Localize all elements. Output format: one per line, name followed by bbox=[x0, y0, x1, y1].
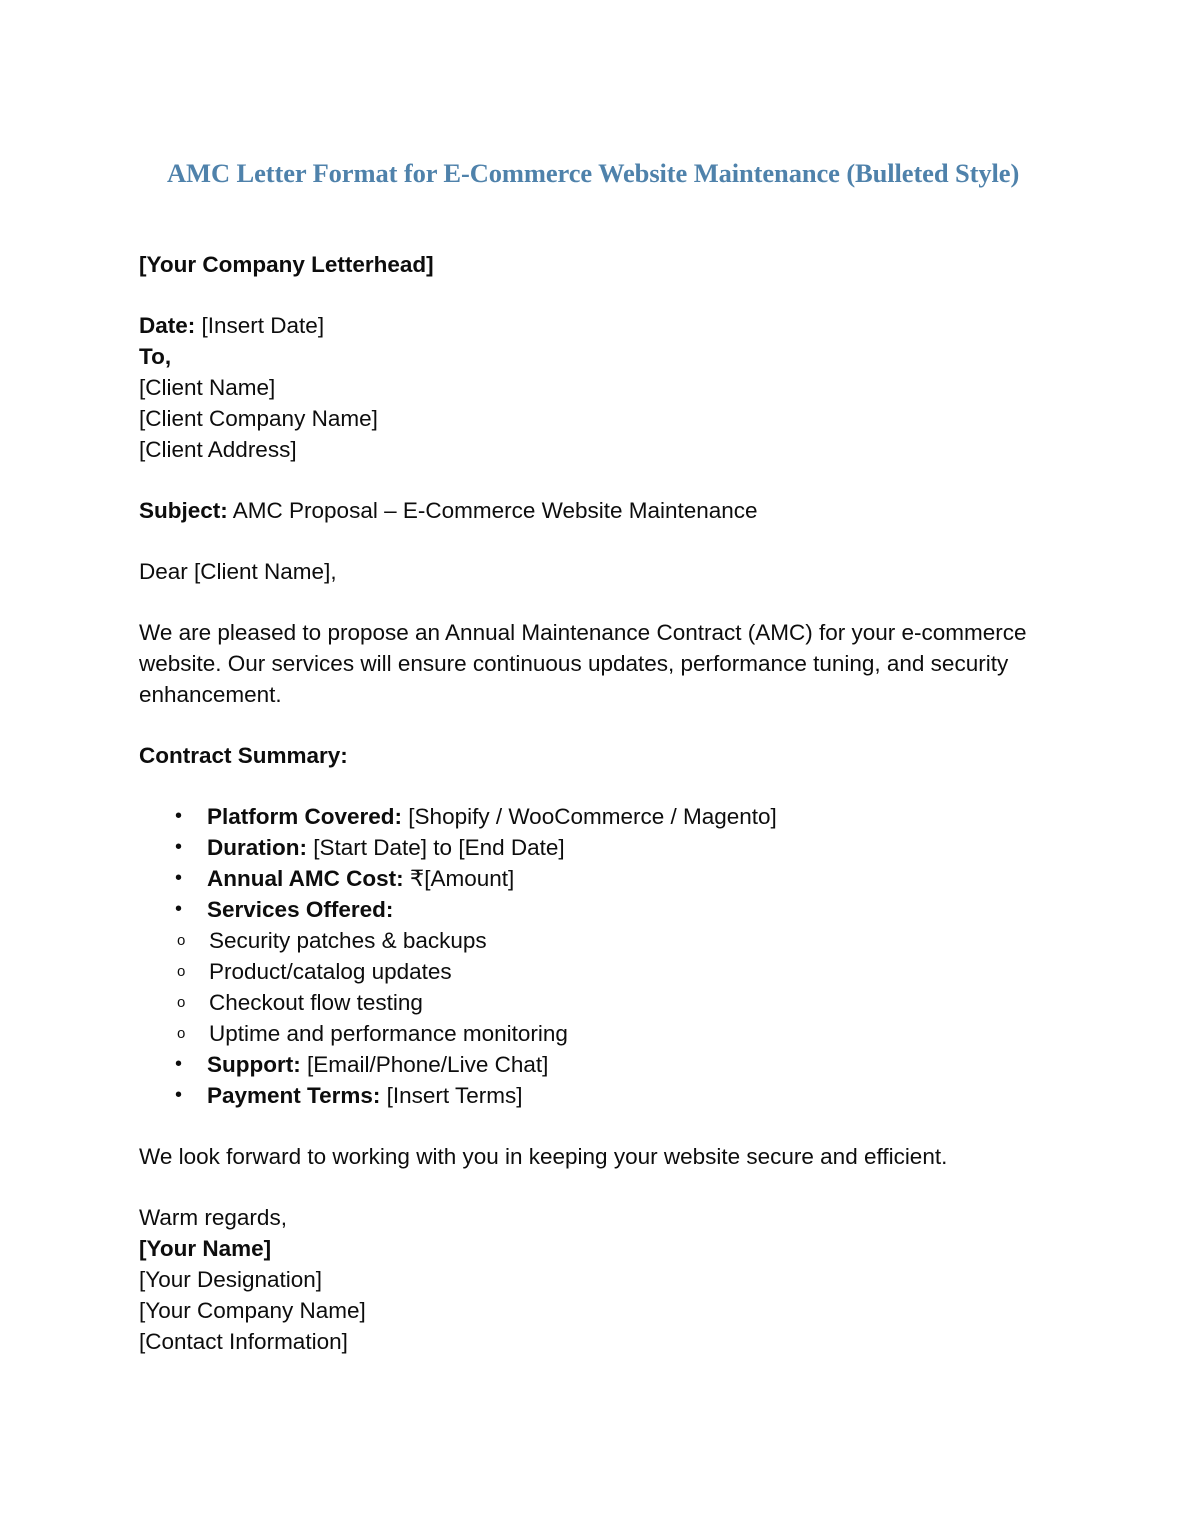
subject-line bbox=[139, 495, 1059, 526]
item-label: Payment Terms: bbox=[207, 1083, 381, 1108]
bullet-icon: • bbox=[175, 898, 183, 920]
service-label: Uptime and performance monitoring bbox=[209, 1021, 568, 1046]
subject-value: AMC Proposal – E-Commerce Website Maintenance bbox=[227, 498, 758, 523]
item-label: Services Offered: bbox=[207, 897, 394, 922]
contract-summary-list-continued bbox=[139, 1049, 1059, 1111]
sub-list-item-security-patches bbox=[139, 925, 1059, 956]
item-label: Annual AMC Cost: bbox=[207, 866, 404, 891]
services-offered-list bbox=[139, 925, 1059, 1049]
date-label: Date: bbox=[139, 313, 196, 338]
list-item-payment-terms bbox=[139, 1080, 1059, 1111]
summary-heading-block bbox=[139, 740, 1059, 771]
sub-list-item-product-catalog-updates bbox=[139, 956, 1059, 987]
signoff-designation: [Your Designation] bbox=[139, 1267, 323, 1292]
hollow-circle-icon: o bbox=[177, 1025, 186, 1042]
item-label: Duration: bbox=[207, 835, 307, 860]
signoff-company: [Your Company Name] bbox=[139, 1298, 366, 1323]
item-value: [Shopify / WooCommerce / Magento] bbox=[402, 804, 777, 829]
client-address: [Client Address] bbox=[139, 437, 297, 462]
service-label: Product/catalog updates bbox=[209, 959, 452, 984]
service-label: Security patches & backups bbox=[209, 928, 487, 953]
contract-summary-list-block bbox=[139, 801, 1059, 1111]
signoff-name: [Your Name] bbox=[139, 1236, 272, 1261]
date-line bbox=[139, 310, 1059, 341]
intro-block bbox=[139, 617, 1059, 710]
item-value: [Start Date] to [End Date] bbox=[307, 835, 565, 860]
letterhead-block bbox=[139, 249, 1059, 280]
signoff-contact: [Contact Information] bbox=[139, 1329, 348, 1354]
letterhead-line: [Your Company Letterhead] bbox=[139, 252, 434, 277]
client-company: [Client Company Name] bbox=[139, 406, 378, 431]
hollow-circle-icon: o bbox=[177, 963, 186, 980]
signoff-block bbox=[139, 1202, 1059, 1357]
bullet-icon: • bbox=[175, 805, 183, 827]
signoff-regards: Warm regards, bbox=[139, 1205, 287, 1230]
item-label: Platform Covered: bbox=[207, 804, 403, 829]
list-item-platform-covered bbox=[139, 801, 1059, 832]
document-body bbox=[139, 249, 1059, 1357]
closing-block bbox=[139, 1141, 1059, 1172]
item-value: [Email/Phone/Live Chat] bbox=[300, 1052, 549, 1077]
hollow-circle-icon: o bbox=[177, 994, 186, 1011]
page-title: AMC Letter Format for E-Commerce Website Maintenance (Bulleted Style) bbox=[167, 158, 1020, 188]
item-value: ₹[Amount] bbox=[403, 866, 515, 891]
list-item-duration bbox=[139, 832, 1059, 863]
date-value: [Insert Date] bbox=[195, 313, 325, 338]
service-label: Checkout flow testing bbox=[209, 990, 423, 1015]
item-label: Support: bbox=[207, 1052, 301, 1077]
sub-list-item-uptime-monitoring bbox=[139, 1018, 1059, 1049]
services-offered-sublist-block bbox=[139, 925, 1059, 1049]
sub-list-item-checkout-flow-testing bbox=[139, 987, 1059, 1018]
hollow-circle-icon: o bbox=[177, 932, 186, 949]
item-value: [Insert Terms] bbox=[380, 1083, 523, 1108]
to-label: To, bbox=[139, 344, 172, 369]
contract-summary-heading: Contract Summary: bbox=[139, 743, 348, 768]
closing-paragraph: We look forward to working with you in keeping your website secure and efficient. bbox=[139, 1144, 948, 1169]
salutation-line: Dear [Client Name], bbox=[139, 559, 337, 584]
client-name: [Client Name] bbox=[139, 375, 276, 400]
intro-paragraph: We are pleased to propose an Annual Maintenance Contract (AMC) for your e-commerce website. Our services will ensure continuous updates, performance tuning, and security enhancement. bbox=[139, 620, 1027, 707]
list-item-services-offered bbox=[139, 894, 1059, 925]
bullet-icon: • bbox=[175, 867, 183, 889]
salutation-block bbox=[139, 556, 1059, 587]
bullet-icon: • bbox=[175, 1053, 183, 1075]
list-item-support bbox=[139, 1049, 1059, 1080]
bullet-icon: • bbox=[175, 836, 183, 858]
address-block bbox=[139, 310, 1059, 465]
contract-summary-list bbox=[139, 801, 1059, 925]
list-item-annual-amc-cost bbox=[139, 863, 1059, 894]
bullet-icon: • bbox=[175, 1084, 183, 1106]
subject-label: Subject: bbox=[139, 498, 228, 523]
subject-block bbox=[139, 495, 1059, 526]
